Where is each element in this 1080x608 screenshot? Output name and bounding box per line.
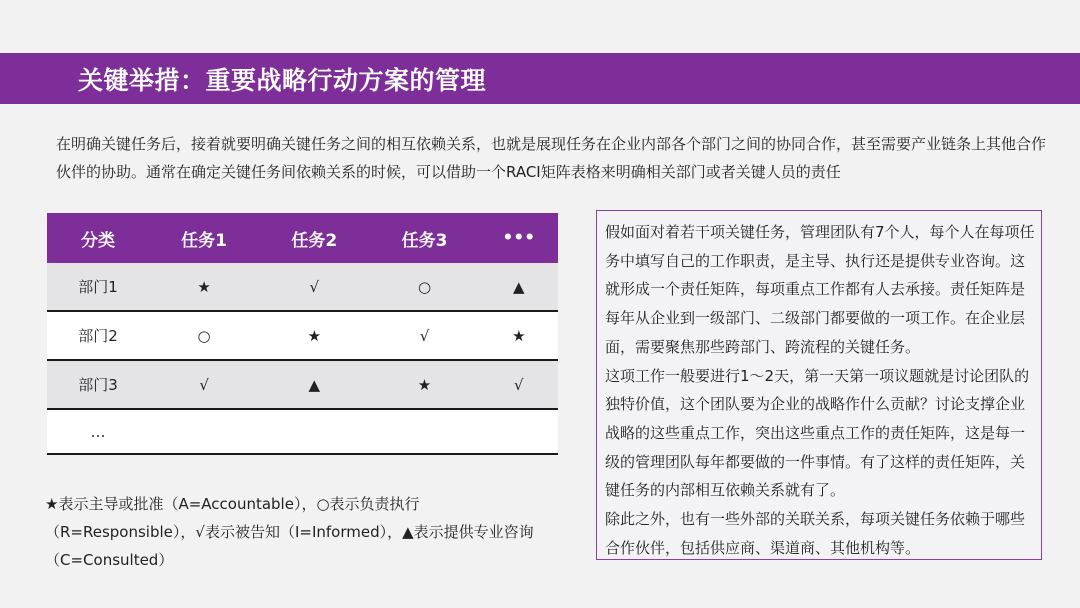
note-box [596, 210, 1042, 560]
table-cell: ▲ [480, 263, 558, 311]
table-cell [149, 409, 259, 454]
intro-text [56, 130, 1046, 186]
table-cell: ★ [480, 311, 558, 360]
table-row [47, 263, 558, 311]
legend-paragraph: ★表示主导或批准（A=Accountable），○表示负责执行（R=Responsible），√表示被告知（I=Informed），▲表示提供专业咨询（C=Consulted） [45, 495, 534, 569]
table-row [47, 360, 558, 409]
table-cell: ★ [369, 360, 479, 409]
table-cell: ★ [259, 311, 369, 360]
table-cell: √ [480, 360, 558, 409]
note-paragraph: 这项工作一般要进行1～2天，第一天第一项议题就是讨论团队的独特价值，这个团队要为企业的战略作什么贡献？讨论支撑企业战略的这些重点工作，突出这些重点工作的责任矩阵，这是每一级的管理团队每年都要做的一件事情。有了这样的责任矩阵，关键任务的内部相互依赖关系就有了。 [605, 366, 1030, 500]
table-cell [259, 409, 369, 454]
header-more: ••• [480, 213, 558, 263]
table-cell [369, 409, 479, 454]
table-cell: √ [369, 311, 479, 360]
row-label: 部门2 [47, 311, 149, 360]
table-cell: √ [259, 263, 369, 311]
table-cell: ○ [149, 311, 259, 360]
table-header-row [47, 213, 558, 263]
table-cell: ○ [369, 263, 479, 311]
header-task-1: 任务1 [149, 213, 259, 263]
row-label: 部门1 [47, 263, 149, 311]
header-task-3: 任务3 [369, 213, 479, 263]
table-row [47, 409, 558, 454]
header-category: 分类 [47, 213, 149, 263]
intro-paragraph: 在明确关键任务后，接着就要明确关键任务之间的相互依赖关系，也就是展现任务在企业内部各个部门之间的协同合作，甚至需要产业链条上其他合作伙伴的协助。通常在确定关键任务间依赖关系的时候，可以借助一个RACI矩阵表格来明确相关部门或者关键人员的责任 [56, 135, 1047, 181]
note-paragraph: 假如面对着若干项关键任务，管理团队有7个人，每个人在每项任务中填写自己的工作职责，是主导、执行还是提供专业咨询。这就形成一个责任矩阵，每项重点工作都有人去承接。责任矩阵是每年从企业到一级部门、二级部门都要做的一项工作。在企业层面，需要聚焦那些跨部门、跨流程的关键任务。 [605, 223, 1035, 356]
table-cell: ▲ [259, 360, 369, 409]
row-label: 部门3 [47, 360, 149, 409]
raci-matrix-table [47, 213, 558, 455]
legend-text [45, 490, 555, 574]
table-row [47, 311, 558, 360]
table-cell [480, 409, 558, 454]
title-bar [0, 53, 1080, 104]
row-label: … [47, 409, 149, 454]
page-title: 关键举措：重要战略行动方案的管理 [78, 65, 487, 95]
note-paragraph: 除此之外，也有一些外部的关联关系，每项关键任务依赖于哪些合作伙伴，包括供应商、渠道商、其他机构等。 [605, 510, 1026, 557]
table-cell: √ [149, 360, 259, 409]
header-task-2: 任务2 [259, 213, 369, 263]
table-cell: ★ [149, 263, 259, 311]
